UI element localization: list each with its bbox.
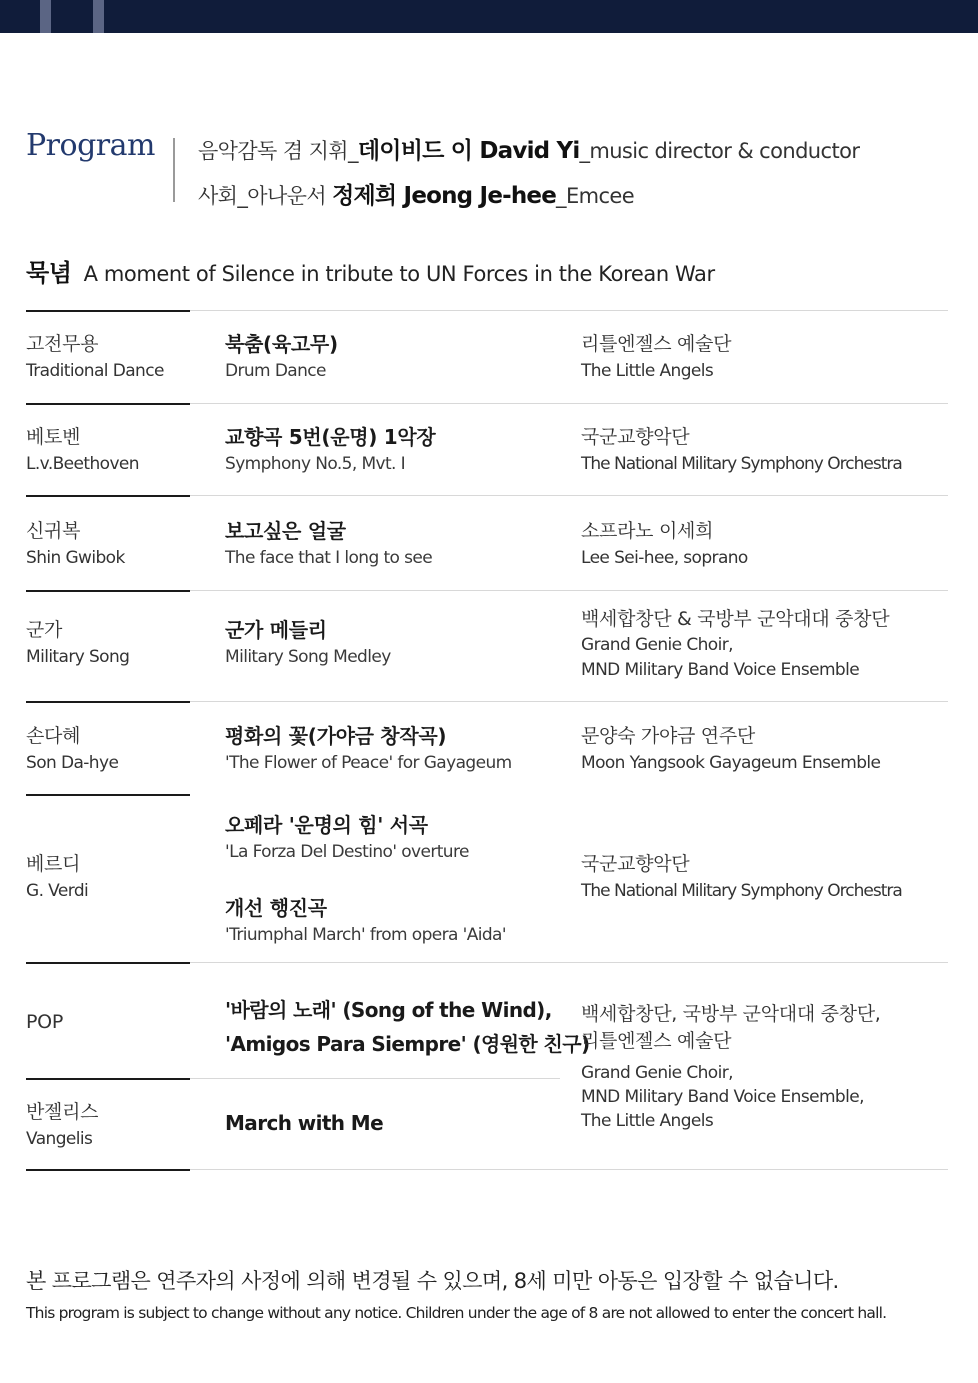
performer-en: Moon Yangsook Gayageum Ensemble xyxy=(581,753,881,773)
piece-en: Drum Dance xyxy=(225,361,326,381)
performer-en: The Little Angels xyxy=(581,1111,714,1131)
composer-ko: 손다혜 xyxy=(26,725,81,747)
performer-ko: 백세합창단, 국방부 군악대대 중창단, xyxy=(581,1003,881,1025)
silence-en: A moment of Silence in tribute to UN Forces in the Korean War xyxy=(83,262,715,286)
composer-ko: 베토벤 xyxy=(26,426,81,448)
performer-en: MND Military Band Voice Ensemble xyxy=(581,660,860,680)
row-divider xyxy=(190,495,948,496)
program-performer xyxy=(581,851,902,905)
piece-title: March with Me xyxy=(225,1111,384,1135)
program-piece xyxy=(225,723,512,777)
credit-role-en: _Emcee xyxy=(556,184,635,208)
performer-en: The National Military Symphony Orchestra xyxy=(581,454,902,474)
composer-ko: 군가 xyxy=(26,619,63,641)
piece-title: 'Amigos Para Siempre' (영원한 친구) xyxy=(225,1032,590,1056)
piece-ko: 개선 행진곡 xyxy=(225,896,327,920)
performer-en: The National Military Symphony Orchestra xyxy=(581,881,902,901)
row-divider xyxy=(26,310,190,312)
composer-en: Vangelis xyxy=(26,1129,93,1149)
row-divider xyxy=(26,962,190,964)
performer-en: Grand Genie Choir, xyxy=(581,1063,733,1083)
row-divider xyxy=(26,794,190,796)
performer-en: Grand Genie Choir, xyxy=(581,635,733,655)
top-banner xyxy=(0,0,978,33)
page-title: Program xyxy=(26,128,155,163)
program-performer xyxy=(581,723,880,777)
composer-en: Son Da-hye xyxy=(26,753,119,773)
program-composer xyxy=(26,518,125,572)
piece-ko: 평화의 꽃(가야금 창작곡) xyxy=(225,724,447,748)
row-divider xyxy=(26,701,190,703)
row-divider xyxy=(190,1078,560,1079)
piece-en: 'Triumphal March' from opera 'Aida' xyxy=(225,925,506,945)
program-composer xyxy=(26,1099,98,1153)
emcee-credit xyxy=(198,177,634,210)
piece-ko: 북춤(육고무) xyxy=(225,332,338,356)
row-divider xyxy=(190,403,948,404)
performer-ko: 국군교향악단 xyxy=(581,853,690,875)
program-composer xyxy=(26,424,139,478)
title-divider xyxy=(173,138,175,202)
piece-ko: 군가 메들리 xyxy=(225,618,327,642)
silence-ko: 묵념 xyxy=(26,259,72,287)
composer-ko: 고전무용 xyxy=(26,333,99,355)
row-divider xyxy=(26,1078,190,1080)
program-composer xyxy=(26,1009,63,1036)
piece-en: Symphony No.5, Mvt. I xyxy=(225,454,406,474)
composer-en: L.v.Beethoven xyxy=(26,454,139,474)
program-performer xyxy=(581,518,748,572)
conductor-credit xyxy=(198,132,859,165)
program-composer xyxy=(26,617,129,671)
program-performer xyxy=(581,331,731,385)
row-divider xyxy=(190,962,948,963)
piece-ko: 교향곡 5번(운명) 1악장 xyxy=(225,425,436,449)
composer-ko: POP xyxy=(26,1011,63,1033)
row-divider xyxy=(26,495,190,497)
piece-en: Military Song Medley xyxy=(225,647,391,667)
performer-ko: 리틀엔젤스 예술단 xyxy=(581,333,732,355)
piece-title: '바람의 노래' (Song of the Wind), xyxy=(225,998,552,1022)
credit-name: 정제희 Jeong Je-hee xyxy=(332,183,557,209)
composer-ko: 베르디 xyxy=(26,853,81,875)
performer-ko: 국군교향악단 xyxy=(581,426,690,448)
program-piece xyxy=(225,617,391,671)
performer-ko: 백세합창단 & 국방부 군악대대 중창단 xyxy=(581,608,890,630)
row-divider xyxy=(190,310,948,311)
program-composer xyxy=(26,331,164,385)
banner-stripe xyxy=(93,0,104,33)
row-divider xyxy=(26,403,190,405)
banner-stripe xyxy=(40,0,51,33)
performer-ko: 소프라노 이세희 xyxy=(581,520,714,542)
program-performer xyxy=(581,1001,881,1133)
piece-en: 'The Flower of Peace' for Gayageum xyxy=(225,753,512,773)
row-divider xyxy=(190,1169,948,1170)
credit-role: 사회_아나운서 xyxy=(198,184,333,208)
program-piece xyxy=(225,331,338,385)
performer-ko: 리틀엔젤스 예술단 xyxy=(581,1030,732,1052)
composer-en: Traditional Dance xyxy=(26,361,164,381)
notice-ko: 본 프로그램은 연주자의 사정에 의해 변경될 수 있으며, 8세 미만 아동은 입장할 수 없습니다. xyxy=(26,1269,839,1293)
program-performer xyxy=(581,424,902,478)
composer-ko: 신귀복 xyxy=(26,520,81,542)
program-composer xyxy=(26,723,118,777)
credit-role: 음악감독 겸 지휘_ xyxy=(198,139,358,163)
piece-en: The face that I long to see xyxy=(225,548,433,568)
performer-en: Lee Sei-hee, soprano xyxy=(581,548,748,568)
credit-role-en: _music director & conductor xyxy=(579,139,860,163)
row-divider xyxy=(26,1169,190,1171)
composer-en: Shin Gwibok xyxy=(26,548,125,568)
program-piece xyxy=(225,895,506,949)
program-piece xyxy=(225,993,590,1061)
credit-name: 데이비드 이 David Yi xyxy=(357,138,580,164)
piece-ko: 오페라 '운명의 힘' 서곡 xyxy=(225,813,428,837)
piece-ko: 보고싶은 얼굴 xyxy=(225,519,346,543)
moment-of-silence xyxy=(26,253,715,288)
row-divider xyxy=(26,590,190,592)
program-piece xyxy=(225,812,469,866)
program-composer xyxy=(26,851,88,905)
notice-en: This program is subject to change without any notice. Children under the age of 8 are not allowed to enter the concert hall. xyxy=(26,1304,887,1322)
piece-en: 'La Forza Del Destino' overture xyxy=(225,842,469,862)
program-piece xyxy=(225,518,432,572)
performer-ko: 문양숙 가야금 연주단 xyxy=(581,725,755,747)
performer-en: MND Military Band Voice Ensemble, xyxy=(581,1087,864,1107)
program-performer xyxy=(581,606,889,683)
row-divider xyxy=(190,590,948,591)
composer-en: G. Verdi xyxy=(26,881,89,901)
composer-en: Military Song xyxy=(26,647,130,667)
performer-en: The Little Angels xyxy=(581,361,714,381)
composer-ko: 반젤리스 xyxy=(26,1101,99,1123)
program-piece xyxy=(225,424,435,478)
program-piece xyxy=(225,1110,383,1137)
row-divider xyxy=(190,701,948,702)
